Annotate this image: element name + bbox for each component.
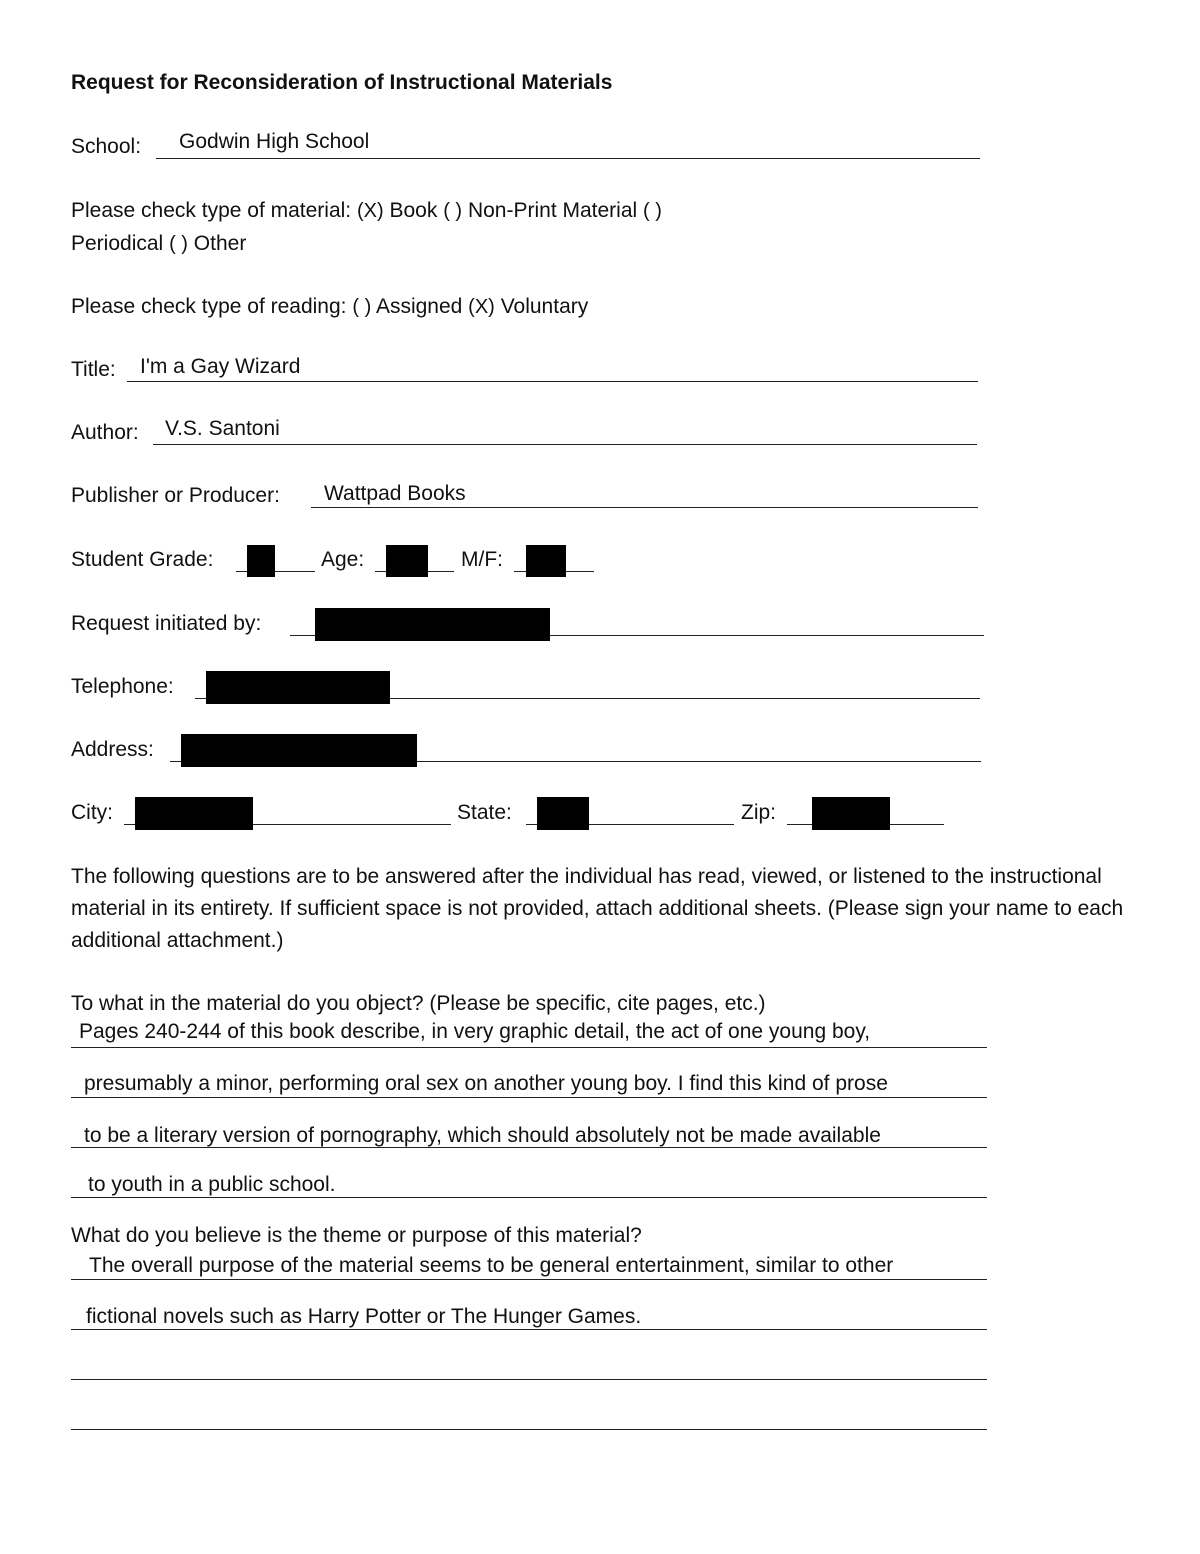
other-option-label: Other [193, 232, 247, 255]
q2-answer-text-1: The overall purpose of the material seems to be general entertainment, similar to other [89, 1254, 894, 1277]
state-redaction [537, 797, 589, 830]
title-field-line[interactable] [127, 381, 978, 382]
question-2-prompt: What do you believe is the theme or purpose of this material? [71, 1224, 642, 1247]
q2-answer-line-2[interactable] [71, 1329, 987, 1330]
reading-type-label: Please check type of reading: [71, 295, 347, 318]
q2-answer-text-2: fictional novels such as Harry Potter or The Hunger Games. [86, 1305, 642, 1328]
zip-redaction [812, 797, 890, 830]
q1-answer-text-2: presumably a minor, performing oral sex on another young boy. I find this kind of prose [84, 1072, 888, 1095]
initiator-label: Request initiated by: [71, 612, 262, 635]
student-grade-label: Student Grade: [71, 548, 214, 571]
q2-answer-line-4[interactable] [71, 1429, 987, 1430]
q1-answer-text-3: to be a literary version of pornography, which should absolutely not be made available [84, 1124, 881, 1147]
q1-answer-line-4[interactable] [71, 1197, 987, 1198]
instructions-paragraph: The following questions are to be answered after the individual has read, viewed, or listened to the instructional material in its entirety. If sufficient space is not provided, attach additional sheets. (Please sign your name to each additional attachment.) [71, 865, 1124, 952]
city-label: City: [71, 801, 113, 824]
q1-answer-text-1: Pages 240-244 of this book describe, in very graphic detail, the act of one young boy, [79, 1020, 871, 1043]
title-value: I'm a Gay Wizard [140, 355, 301, 378]
material-type-label: Please check type of material: [71, 199, 352, 222]
telephone-label: Telephone: [71, 675, 174, 698]
author-field-line[interactable] [153, 444, 977, 445]
question-1-prompt: To what in the material do you object? (Please be specific, cite pages, etc.) [71, 992, 766, 1015]
author-label: Author: [71, 421, 139, 444]
form-title: Request for Reconsideration of Instructional Materials [71, 71, 613, 94]
school-field-line[interactable] [156, 158, 980, 159]
nonprint-option-label: Non-Print Material [467, 199, 638, 222]
mf-redaction [526, 545, 566, 577]
material-type-row [71, 198, 662, 224]
zip-label: Zip: [741, 801, 777, 824]
q2-answer-line-1[interactable] [71, 1279, 987, 1280]
voluntary-option-label: Voluntary [500, 295, 589, 318]
publisher-value: Wattpad Books [324, 482, 466, 505]
student-grade-redaction [247, 545, 275, 577]
book-checkbox[interactable]: (X) [356, 200, 384, 222]
address-redaction [181, 734, 417, 767]
material-type-row-2 [71, 231, 246, 257]
publisher-field-line[interactable] [311, 507, 978, 508]
assigned-checkbox[interactable]: ( ) [352, 296, 372, 318]
q2-answer-line-3[interactable] [71, 1379, 987, 1380]
school-label: School: [71, 135, 142, 158]
initiator-redaction [315, 608, 550, 641]
age-redaction [386, 545, 428, 577]
q1-answer-line-2[interactable] [71, 1097, 987, 1098]
title-label: Title: [71, 358, 116, 381]
publisher-label: Publisher or Producer: [71, 484, 280, 507]
q1-answer-text-4: to youth in a public school. [88, 1173, 336, 1196]
voluntary-checkbox[interactable]: (X) [468, 296, 495, 318]
city-redaction [135, 797, 253, 830]
address-label: Address: [71, 738, 154, 761]
age-label: Age: [321, 548, 365, 571]
mf-label: M/F: [461, 548, 503, 571]
telephone-redaction [206, 671, 390, 704]
periodical-checkbox[interactable]: ( ) [643, 200, 662, 222]
other-checkbox[interactable]: ( ) [169, 233, 188, 255]
school-value: Godwin High School [179, 130, 370, 153]
nonprint-checkbox[interactable]: ( ) [443, 200, 463, 222]
state-label: State: [457, 801, 512, 824]
periodical-option-label: Periodical [71, 232, 164, 255]
reading-type-row [71, 294, 588, 320]
book-option-label: Book [389, 199, 438, 222]
assigned-option-label: Assigned [375, 295, 463, 318]
author-value: V.S. Santoni [165, 417, 280, 440]
q1-answer-line-1[interactable] [71, 1047, 987, 1048]
